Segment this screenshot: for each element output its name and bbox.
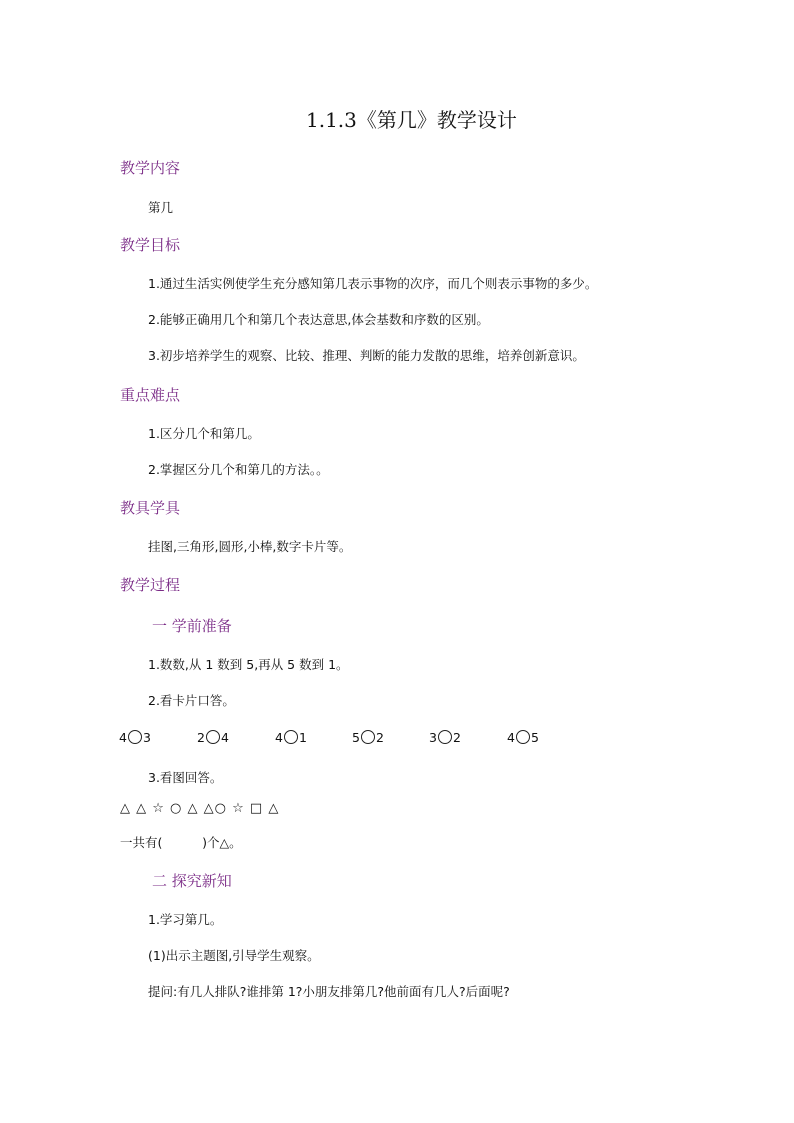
circle-blank-icon	[438, 730, 452, 744]
comparison-right: 1	[298, 730, 307, 745]
keypoint-item: 1.区分几个和第几。	[148, 426, 260, 441]
heading-teaching-goals: 教学目标	[120, 236, 181, 254]
goal-item: 1.通过生活实例使学生充分感知第几表示事物的次序，而几个则表示事物的多少。	[148, 276, 598, 291]
keypoint-item: 2.掌握区分几个和第几的方法。。	[148, 462, 329, 477]
comparison-left: 4	[275, 730, 283, 745]
comparison-left: 5	[352, 730, 360, 745]
shapes-row: △ △ ☆ ○ △ △○ ☆ □ △	[120, 801, 280, 816]
circle-blank-icon	[128, 730, 142, 744]
explore-item: 提问:有几人排队?谁排第 1?小朋友排第几?他前面有几人?后面呢?	[148, 984, 510, 999]
comparison-left: 4	[507, 730, 515, 745]
comparison-card	[275, 730, 307, 745]
comparison-left: 3	[429, 730, 437, 745]
shapes-question: 一共有( )个△。	[120, 835, 242, 850]
comparison-right: 4	[220, 730, 229, 745]
goal-item: 2.能够正确用几个和第几个表达意思,体会基数和序数的区别。	[148, 312, 489, 327]
prep-item: 3.看图回答。	[148, 770, 223, 785]
comparison-right: 2	[452, 730, 461, 745]
comparison-right: 2	[375, 730, 384, 745]
circle-blank-icon	[206, 730, 220, 744]
comparison-left: 4	[119, 730, 127, 745]
circle-blank-icon	[361, 730, 375, 744]
subheading-explore: 二 探究新知	[152, 872, 232, 890]
comparison-left: 2	[197, 730, 205, 745]
comparison-card	[429, 730, 461, 745]
heading-teaching-content: 教学内容	[120, 159, 181, 177]
comparison-right: 3	[142, 730, 151, 745]
comparison-card	[119, 730, 151, 745]
heading-key-points: 重点难点	[120, 386, 181, 404]
subheading-preparation: 一 学前准备	[152, 617, 232, 635]
prep-item: 1.数数,从 1 数到 5,再从 5 数到 1。	[148, 657, 349, 672]
comparison-right: 5	[530, 730, 539, 745]
explore-item: 1.学习第几。	[148, 912, 223, 927]
circle-blank-icon	[516, 730, 530, 744]
circle-blank-icon	[284, 730, 298, 744]
teaching-tools-text: 挂图,三角形,圆形,小棒,数字卡片等。	[148, 539, 352, 554]
page-title: 1.1.3《第几》教学设计	[306, 108, 517, 132]
heading-teaching-tools: 教具学具	[120, 499, 181, 517]
comparison-card	[507, 730, 539, 745]
comparison-card	[352, 730, 384, 745]
explore-item: (1)出示主题图,引导学生观察。	[148, 948, 320, 963]
comparison-card	[197, 730, 229, 745]
heading-teaching-process: 教学过程	[120, 576, 181, 594]
teaching-content-text: 第几	[148, 200, 174, 215]
goal-item: 3.初步培养学生的观察、比较、推理、判断的能力发散的思维，培养创新意识。	[148, 348, 585, 363]
prep-item: 2.看卡片口答。	[148, 693, 235, 708]
